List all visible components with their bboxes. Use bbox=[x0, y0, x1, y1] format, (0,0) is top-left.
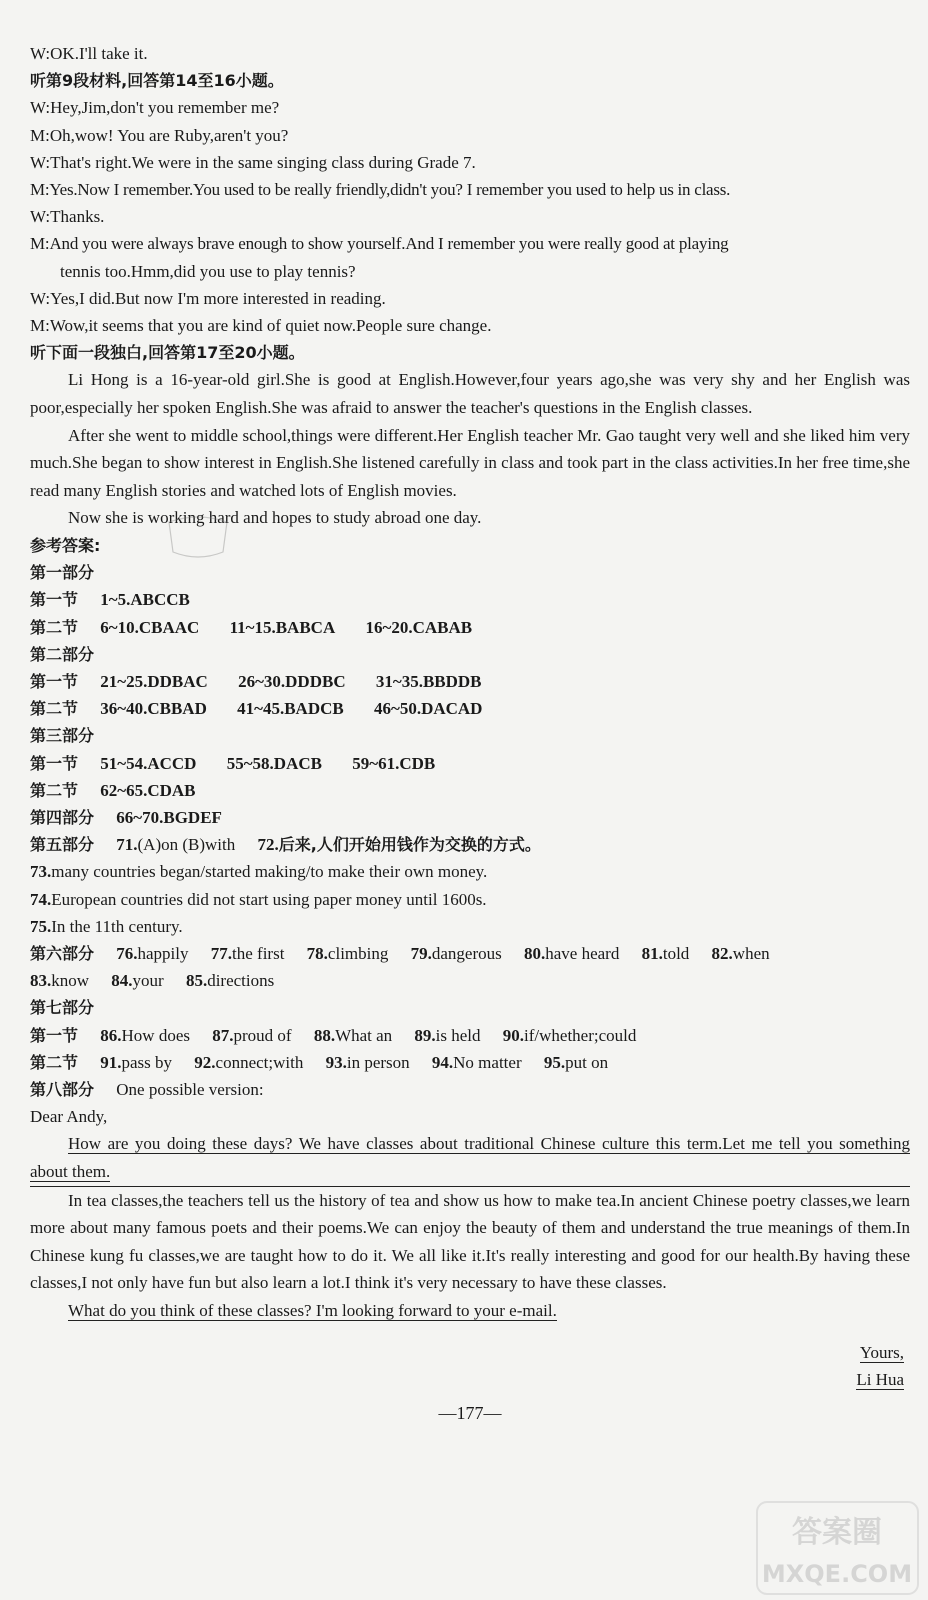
letter-paragraph-underlined bbox=[30, 1297, 910, 1325]
question-number: 84. bbox=[111, 971, 133, 991]
answer-text: your bbox=[132, 971, 164, 991]
answer-text: dangerous bbox=[431, 944, 502, 964]
answer-text: 后来,人们开始用钱作为交换的方式。 bbox=[278, 835, 541, 855]
section-label: 第二节 bbox=[30, 1052, 79, 1072]
answer-range: 55~58.DACB bbox=[226, 753, 322, 773]
dialogue-line: tennis too.Hmm,did you use to play tennis? bbox=[60, 261, 356, 281]
section-label: 第二节 bbox=[30, 617, 79, 637]
letter-salutation: Dear Andy, bbox=[30, 1107, 108, 1127]
answer-text: many countries began/started making/to make their own money. bbox=[51, 862, 488, 882]
question-number: 83. bbox=[30, 971, 52, 991]
answer-row bbox=[30, 777, 910, 804]
answer-text: European countries did not start using paper money until 1600s. bbox=[51, 889, 487, 909]
letter-signature bbox=[30, 1366, 910, 1393]
answer-row bbox=[30, 804, 910, 831]
question-number: 89. bbox=[414, 1025, 436, 1045]
stamp-icon bbox=[163, 508, 233, 564]
letter-paragraph-underlined bbox=[30, 1130, 910, 1186]
part-7-heading: 第七部分 bbox=[30, 998, 95, 1018]
question-number: 78. bbox=[306, 944, 328, 964]
answer-row bbox=[30, 831, 910, 858]
watermark-url: MXQE.COM bbox=[761, 1560, 913, 1588]
answer-row bbox=[30, 586, 910, 613]
question-number: 91. bbox=[100, 1052, 122, 1072]
answer-range: 59~61.CDB bbox=[352, 753, 436, 773]
answer-text: How does bbox=[121, 1025, 190, 1045]
dialogue-line: W:That's right.We were in the same singing class during Grade 7. bbox=[30, 152, 476, 172]
answer-row bbox=[30, 1049, 910, 1076]
answer-text: put on bbox=[565, 1052, 609, 1072]
letter-signature-name: Li Hua bbox=[856, 1369, 904, 1389]
answer-row bbox=[30, 858, 910, 885]
part-3-heading: 第三部分 bbox=[30, 726, 95, 746]
part8-intro: One possible version: bbox=[116, 1080, 264, 1100]
dialogue-line: M:Yes.Now I remember.You used to be really friendly,didn't you? I remember you used to help us in class. bbox=[30, 180, 731, 200]
question-number: 72. bbox=[257, 835, 279, 855]
answer-range: 1~5.ABCCB bbox=[100, 590, 190, 610]
letter-closing-sentence: What do you think of these classes? I'm looking forward to your e-mail. bbox=[68, 1301, 557, 1321]
answer-row bbox=[30, 1022, 910, 1049]
answer-text: in person bbox=[346, 1052, 410, 1072]
monologue-paragraph: After she went to middle school,things were different.Her English teacher Mr. Gao taught very well and she liked him very much.She began to show interest in English.She listened carefully in class and took part in the class activities.In her free time,she read many English stories and watched lots of English movies. bbox=[30, 425, 910, 500]
part-2-heading: 第二部分 bbox=[30, 644, 95, 664]
answer-text: is held bbox=[435, 1025, 481, 1045]
answer-range: 66~70.BGDEF bbox=[116, 808, 222, 828]
question-number: 87. bbox=[212, 1025, 234, 1045]
question-number: 80. bbox=[524, 944, 546, 964]
dialogue-line: W:Yes,I did.But now I'm more interested in reading. bbox=[30, 288, 386, 308]
answer-text: In the 11th century. bbox=[51, 916, 183, 936]
watermark-logo-icon bbox=[755, 1498, 920, 1598]
question-number: 92. bbox=[194, 1052, 216, 1072]
answer-text: directions bbox=[207, 971, 275, 991]
watermark-logo-text: 答案圈 bbox=[792, 1515, 882, 1550]
section9-heading: 听第9段材料,回答第14至16小题。 bbox=[30, 71, 284, 91]
part-8-label: 第八部分 bbox=[30, 1080, 95, 1100]
answer-row bbox=[30, 886, 910, 913]
dialogue-line: W:Thanks. bbox=[30, 207, 105, 227]
question-number: 79. bbox=[410, 944, 432, 964]
letter-closing bbox=[30, 1339, 910, 1366]
part-6-label: 第六部分 bbox=[30, 944, 95, 964]
question-number: 76. bbox=[116, 944, 138, 964]
section-label: 第一节 bbox=[30, 590, 79, 610]
answer-range: 46~50.DACAD bbox=[373, 699, 483, 719]
answer-row bbox=[30, 1076, 910, 1103]
answer-row bbox=[30, 668, 910, 695]
dialogue-line: W:Hey,Jim,don't you remember me? bbox=[30, 98, 280, 118]
answer-range: 51~54.ACCD bbox=[100, 753, 197, 773]
section-label: 第一节 bbox=[30, 753, 79, 773]
question-number: 95. bbox=[543, 1052, 566, 1072]
letter-closing-text: Yours, bbox=[859, 1342, 904, 1362]
answer-text: climbing bbox=[327, 944, 389, 964]
section-label: 第一节 bbox=[30, 1025, 79, 1045]
answer-range: 62~65.CDAB bbox=[100, 780, 196, 800]
question-number: 94. bbox=[431, 1052, 454, 1072]
answer-text: No matter bbox=[453, 1052, 522, 1072]
answer-range: 21~25.DDBAC bbox=[100, 672, 208, 692]
question-number: 88. bbox=[313, 1025, 336, 1045]
dialogue-line: W:OK.I'll take it. bbox=[30, 44, 148, 63]
answer-range: 6~10.CBAAC bbox=[100, 617, 200, 637]
answer-page bbox=[30, 40, 910, 1424]
answer-text: have heard bbox=[545, 944, 620, 964]
question-number: 81. bbox=[641, 944, 663, 964]
part-5-label: 第五部分 bbox=[30, 835, 95, 855]
monologue-heading: 听下面一段独白,回答第17至20小题。 bbox=[30, 343, 305, 363]
part-4-label: 第四部分 bbox=[30, 808, 95, 828]
answer-text: if/whether;could bbox=[524, 1025, 637, 1045]
answer-range: 26~30.DDDBC bbox=[238, 672, 346, 692]
question-number: 82. bbox=[711, 944, 733, 964]
answer-range: 11~15.BABCA bbox=[229, 617, 336, 637]
question-number: 90. bbox=[502, 1025, 525, 1045]
letter-opening-sentence: How are you doing these days? We have classes about traditional Chinese culture this term.Let me tell you something about them. bbox=[30, 1134, 910, 1182]
page-number: —177— bbox=[438, 1403, 502, 1424]
answer-row bbox=[30, 913, 910, 940]
question-number: 77. bbox=[210, 944, 233, 964]
question-number: 86. bbox=[100, 1025, 122, 1045]
answer-range: 36~40.CBBAD bbox=[100, 699, 207, 719]
answers-heading: 参考答案: bbox=[30, 536, 101, 555]
section-label: 第二节 bbox=[30, 780, 79, 800]
section-label: 第一节 bbox=[30, 672, 79, 692]
dialogue-line: M:And you were always brave enough to show yourself.And I remember you were really good at playing bbox=[30, 234, 729, 254]
dialogue-line: M:Wow,it seems that you are kind of quiet now.People sure change. bbox=[30, 316, 492, 336]
answer-row bbox=[30, 940, 910, 967]
answer-text: connect;with bbox=[215, 1052, 304, 1072]
answer-text: proud of bbox=[233, 1025, 292, 1045]
dialogue-line: M:Oh,wow! You are Ruby,aren't you? bbox=[30, 125, 289, 145]
question-number: 71. bbox=[116, 835, 138, 855]
question-number: 93. bbox=[325, 1052, 347, 1072]
answer-range: 16~20.CABAB bbox=[365, 617, 473, 637]
answer-text: when bbox=[732, 944, 770, 964]
question-number: 74. bbox=[30, 889, 52, 909]
part-1-heading: 第一部分 bbox=[30, 563, 95, 583]
monologue-paragraph: Li Hong is a 16-year-old girl.She is good at English.However,four years ago,she was very shy and her English was poor,especially her spoken English.She was afraid to answer the teacher's questions in the English classes. bbox=[30, 370, 910, 418]
answer-row bbox=[30, 614, 910, 641]
answer-row bbox=[30, 967, 910, 994]
answer-text: What an bbox=[335, 1025, 393, 1045]
letter-paragraph: In tea classes,the teachers tell us the history of tea and show us how to make tea.In ancient Chinese poetry classes,we learn more about many famous poets and their poems.We can enjoy the beauty of them and understand the true meanings of them.In Chinese kung fu classes,we are taught how to do it. We all like it.It's really interesting and good for our health.By having these classes,I not only have fun but also learn a lot.I think it's very necessary to have these classes. bbox=[30, 1190, 910, 1293]
answer-text: know bbox=[51, 971, 90, 991]
answer-row bbox=[30, 750, 910, 777]
answer-text: told bbox=[662, 944, 690, 964]
question-number: 85. bbox=[185, 971, 208, 991]
answer-row bbox=[30, 695, 910, 722]
answer-range: 41~45.BADCB bbox=[237, 699, 344, 719]
answer-text: happily bbox=[137, 944, 189, 964]
answer-range: 31~35.BBDDB bbox=[375, 672, 482, 692]
question-number: 73. bbox=[30, 862, 52, 882]
question-number: 75. bbox=[30, 916, 52, 936]
answer-text: the first bbox=[232, 944, 285, 964]
answer-text: pass by bbox=[121, 1052, 173, 1072]
section-label: 第二节 bbox=[30, 699, 79, 719]
monologue-paragraph: Now she is working hard and hopes to study abroad one day. bbox=[68, 508, 482, 528]
answer-text: (A)on (B)with bbox=[137, 835, 236, 855]
